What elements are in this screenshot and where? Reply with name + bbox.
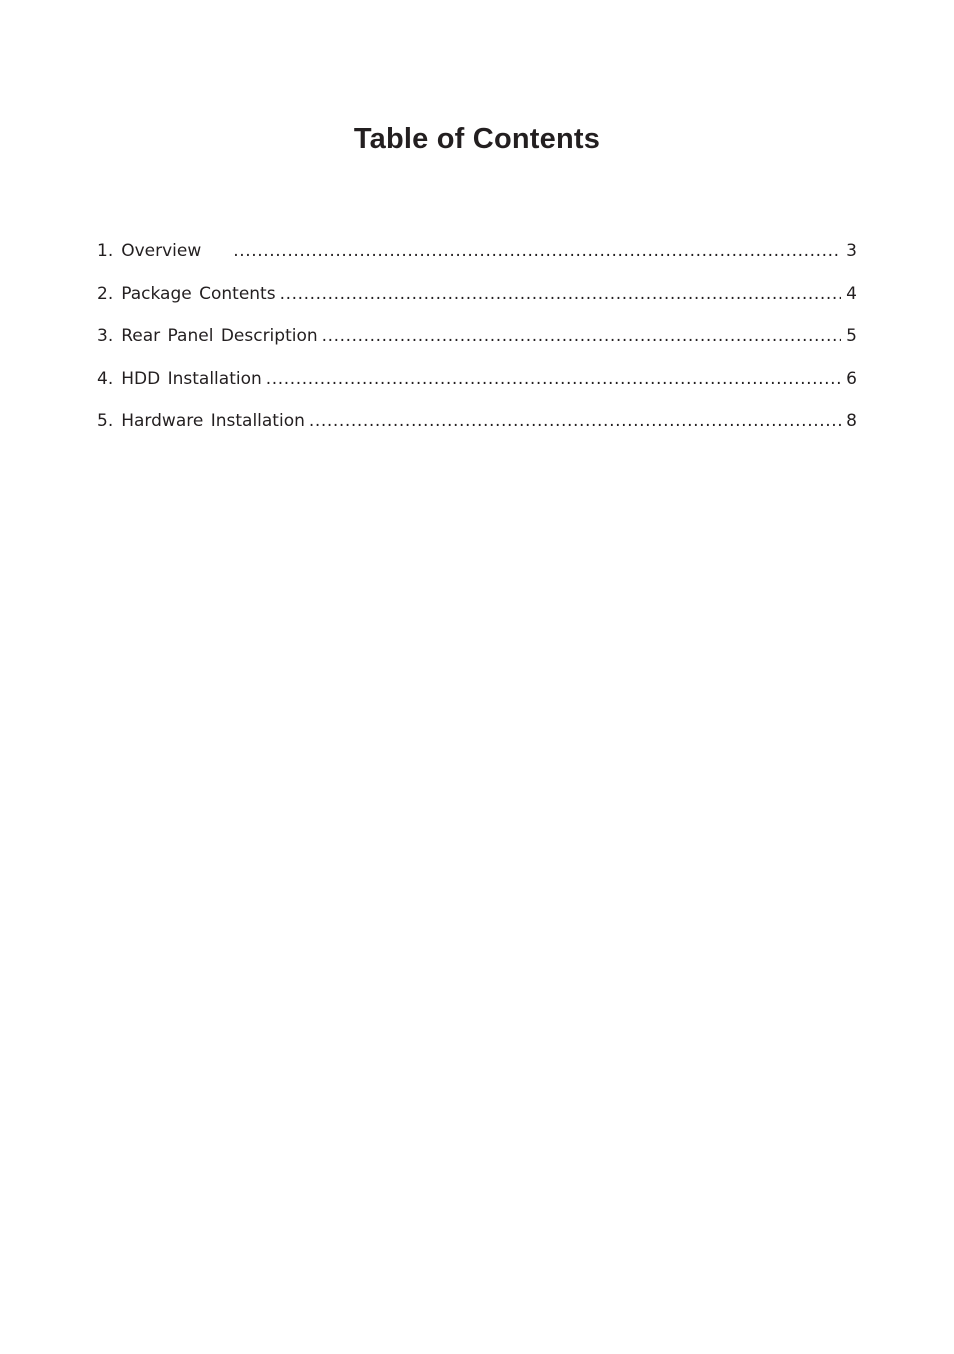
toc-leader-dots <box>309 407 841 435</box>
table-of-contents <box>97 237 857 450</box>
toc-entry-hdd-installation[interactable] <box>97 365 857 408</box>
toc-entry-label: HDD Installation <box>121 368 262 389</box>
toc-entry-number: 5. <box>97 411 114 431</box>
toc-entry-package-contents[interactable] <box>97 280 857 323</box>
page-title: Table of Contents <box>353 123 601 155</box>
toc-entry-page: 4 <box>846 283 857 304</box>
toc-entry-rear-panel-description[interactable] <box>97 322 857 365</box>
toc-entry-page: 8 <box>846 411 857 431</box>
toc-entry-label: Hardware Installation <box>121 411 305 431</box>
toc-entry-number: 4. <box>97 368 114 389</box>
toc-entry-number: 1. <box>97 241 114 261</box>
toc-entry-label: Overview <box>121 241 202 261</box>
toc-leader-dots <box>280 280 841 308</box>
toc-leader-dots <box>322 322 841 350</box>
toc-leader-dots <box>233 237 841 265</box>
toc-entry-number: 3. <box>97 326 114 346</box>
toc-entry-page: 5 <box>846 326 857 346</box>
toc-entry-page: 3 <box>846 241 857 261</box>
toc-entry-overview[interactable] <box>97 237 857 280</box>
toc-entry-hardware-installation[interactable] <box>97 407 857 450</box>
toc-entry-page: 6 <box>846 368 857 389</box>
toc-leader-dots <box>266 365 841 393</box>
toc-entry-label: Rear Panel Description <box>121 326 318 346</box>
toc-entry-number: 2. <box>97 283 114 304</box>
toc-entry-label: Package Contents <box>121 283 276 304</box>
